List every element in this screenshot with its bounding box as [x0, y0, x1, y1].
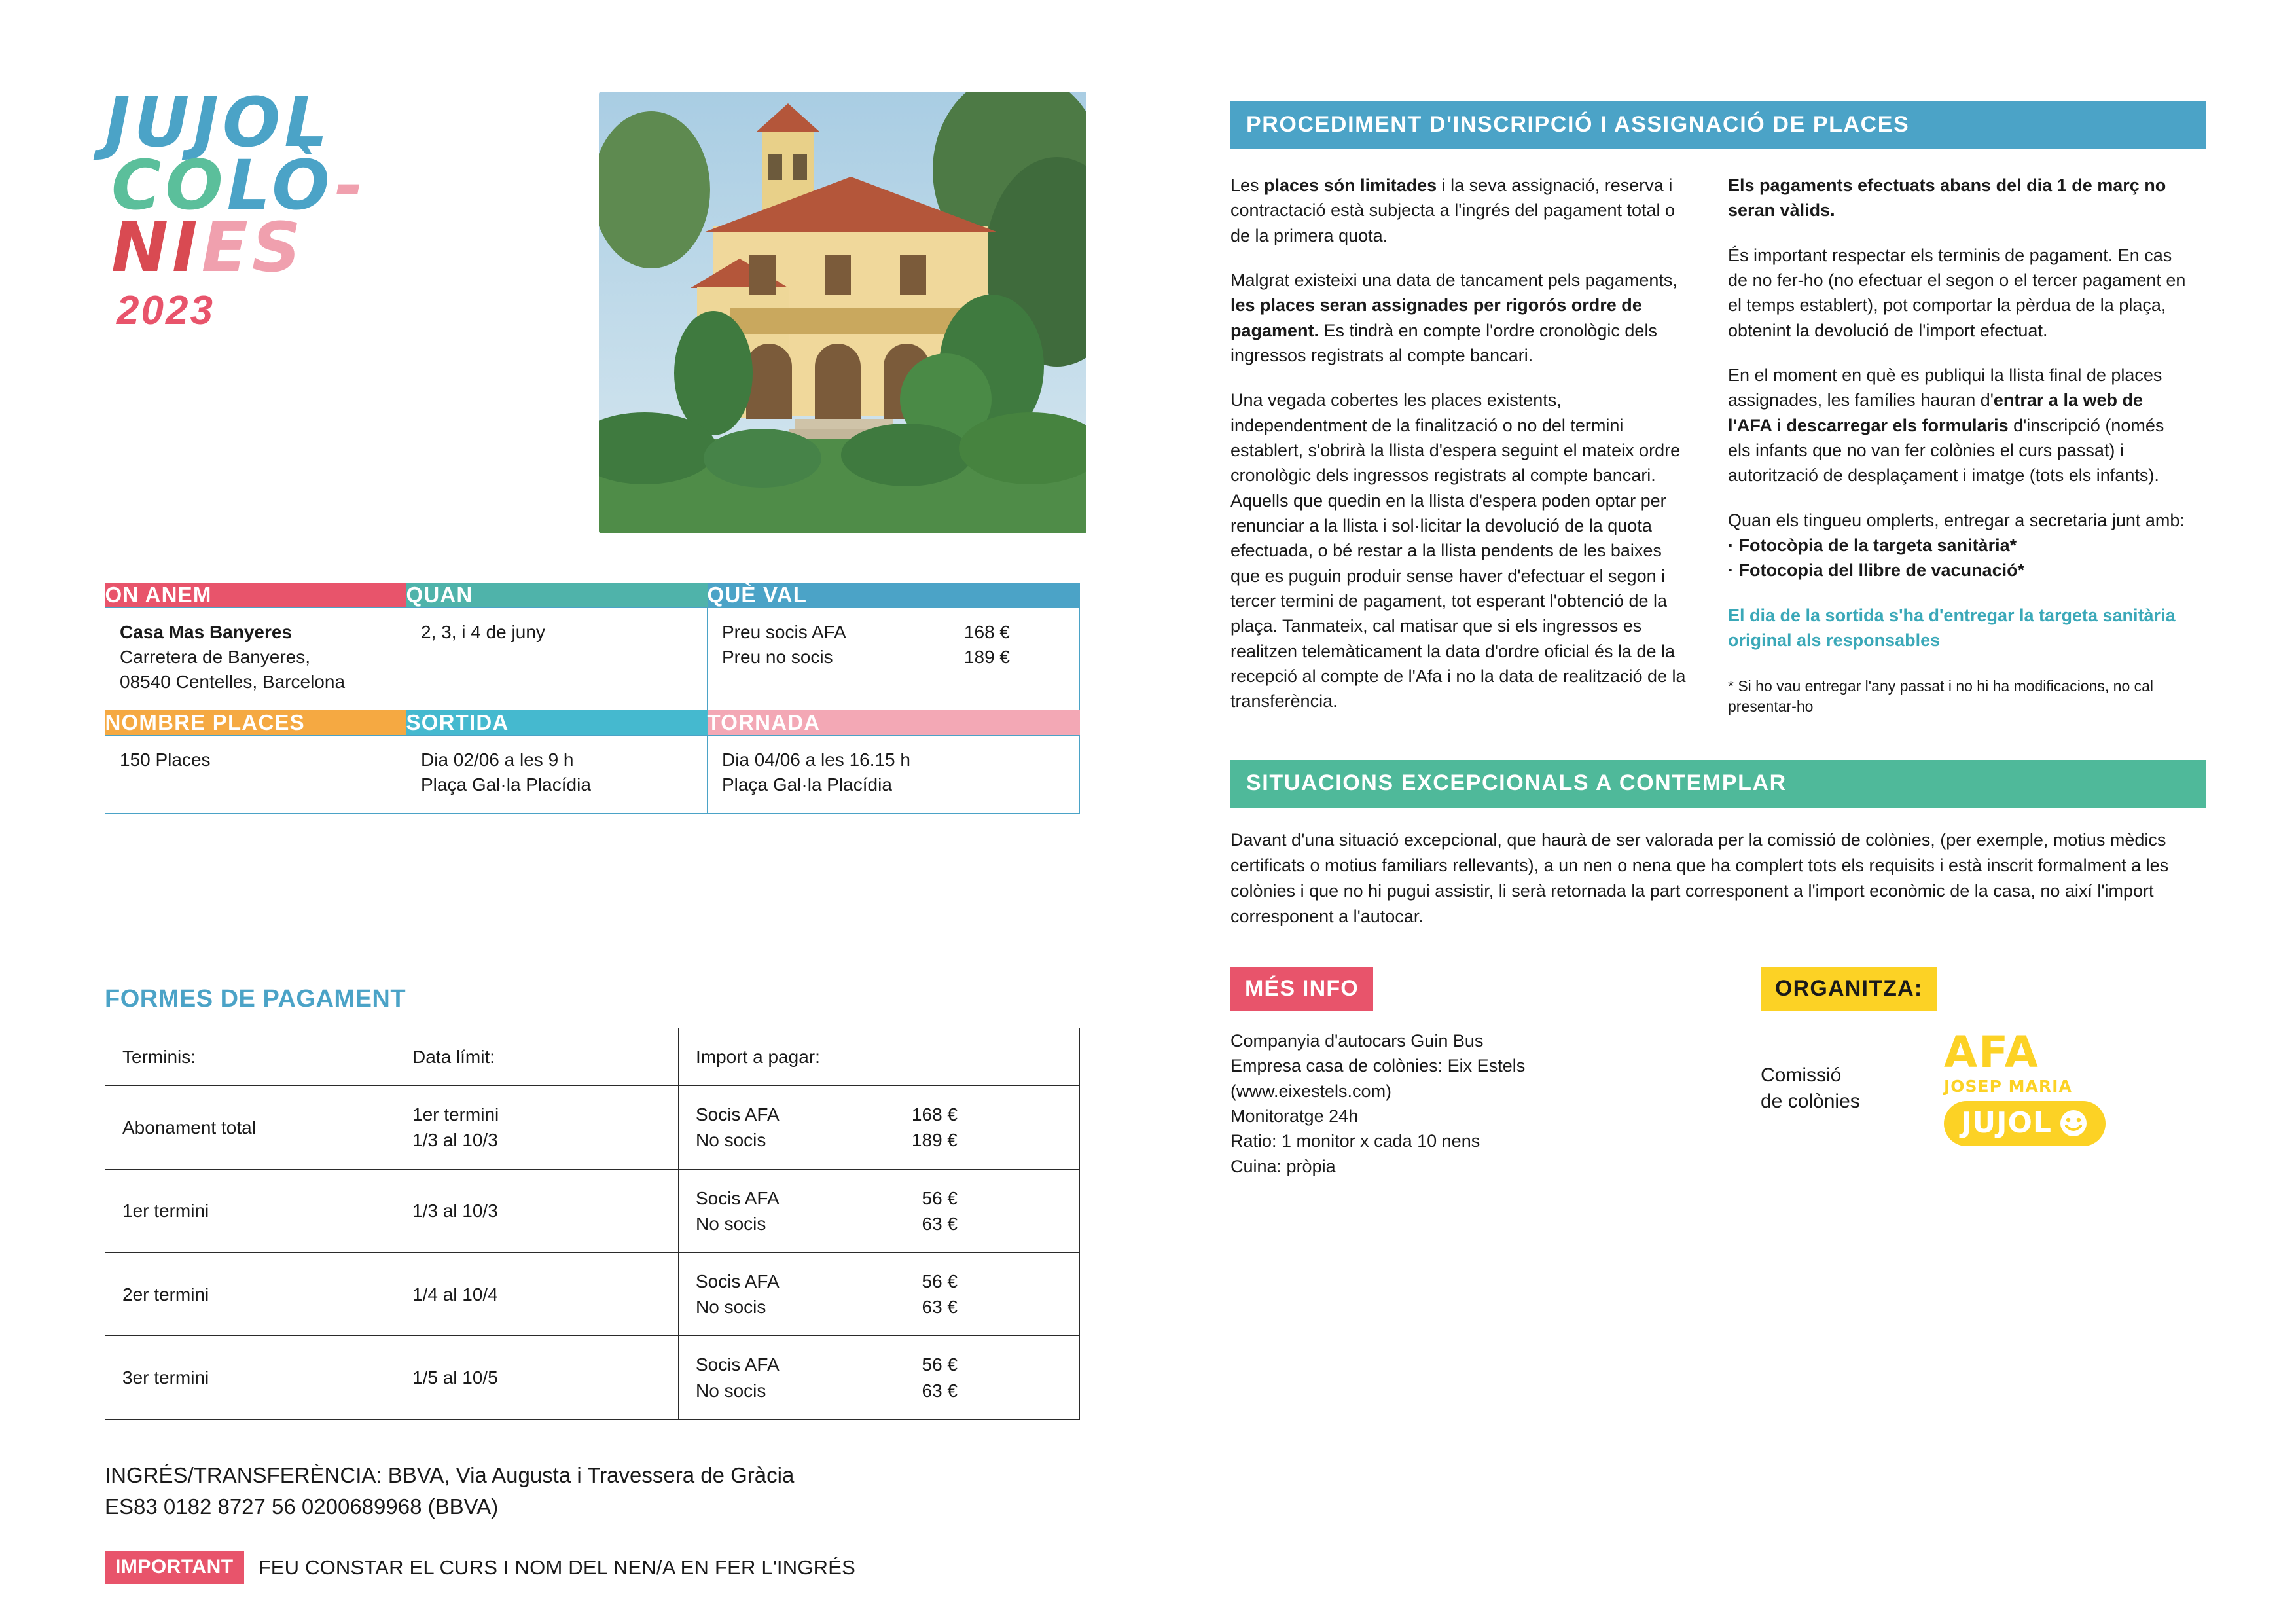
- proc-col1-p3: Una vegada cobertes les places existents, independentment de la finalització o no del termini establert, s'obrirà la llista d'espera seguint el mateix ordre cronològic dels ingressos registrats al compte bancari. Aquells que quedin en la llista d'espera poden optar per renunciar a la llista i sol·licitar la devolució de la quota efectuada, o bé restar a la llista pendents de les baixes que es puguin produir sense haver d'efectuar el segon i tercer termini de pagament, tot esperant l'obtenció de la plaça. Tanmateix, cal matisar que si els ingressos es realitzen telemàticament la data d'ordre oficial és la de la recepció al compte de l'Afa i no la data de realització de la transferència.: [1230, 390, 1686, 712]
- proc-col1-p1: [1230, 173, 1689, 248]
- payment-col-data-limit: Data límit:: [395, 1028, 679, 1086]
- info-table: [105, 583, 1080, 814]
- header-on-anem: ON ANEM: [105, 583, 406, 608]
- sortida-content: [406, 736, 707, 813]
- header-nombre-places: NOMBRE PLACES: [105, 710, 406, 736]
- afa-logo: [1944, 1027, 2106, 1146]
- payment-terminis-0: Abonament total: [105, 1086, 395, 1169]
- cell-on-anem: [105, 608, 406, 710]
- payment-import-1-socis: [696, 1185, 958, 1211]
- payment-import-0-socis-label: Socis AFA: [696, 1104, 780, 1125]
- header-quan: QUAN: [406, 583, 708, 608]
- afa-logo-pill: [1944, 1101, 2106, 1146]
- table-row: [105, 1086, 1080, 1169]
- proc-col2-p3: [1728, 363, 2186, 488]
- proc-col2-p3-b: entrar a la web de l'AFA i descarregar els formularis: [1728, 390, 2143, 435]
- right-column: [1230, 101, 2206, 1179]
- payment-import-2: [679, 1252, 1080, 1335]
- payment-import-3-no-socis-label: No socis: [696, 1380, 766, 1401]
- mes-info-line-2: (www.eixestels.com): [1230, 1081, 1392, 1101]
- proc-col1-p1-b: places són limitades: [1264, 175, 1437, 195]
- bank-line-2: ES83 0182 8727 56 0200689968 (BBVA): [105, 1494, 499, 1519]
- procediment-col-2: [1728, 173, 2186, 734]
- afa-logo-subtitle: JOSEP MARIA: [1944, 1077, 2072, 1096]
- payment-import-0-socis-amount: 168 €: [911, 1104, 958, 1125]
- tornada-content: [708, 736, 1079, 813]
- tornada-line-1: Dia 04/06 a les 16.15 h: [722, 749, 910, 770]
- payment-import-3-socis-amount: 56 €: [922, 1354, 958, 1375]
- payment-data-0-line2: 1/3 al 10/3: [412, 1130, 498, 1151]
- important-badge: IMPORTANT: [105, 1551, 244, 1584]
- on-anem-content: [105, 608, 406, 710]
- important-text: FEU CONSTAR EL CURS I NOM DEL NEN/A EN FER L'INGRÉS: [258, 1556, 855, 1579]
- organitza-text-line-2: de colònies: [1761, 1091, 1860, 1113]
- cell-sortida: [406, 736, 708, 814]
- proc-col2-footnote: * Si ho vau entregar l'any passat i no hi ha modificacions, no cal presentar-ho: [1728, 677, 2154, 715]
- payment-import-0-socis: [696, 1102, 958, 1127]
- header-que-val: QUÈ VAL: [708, 583, 1080, 608]
- situacions-text: Davant d'una situació excepcional, que haurà de ser valorada per la comissió de colònies, (per exemple, motius mèdics certificats o motius familiars rellevants), a un nen o nena que ha complert tots els requisits i està inscrit formalment a les colònies i que no hi pugui assistir, li serà retornada la part corresponent a l'import econòmic de la casa, no així l'import corresponent a l'autocar.: [1230, 829, 2169, 926]
- payment-import-2-socis: [696, 1269, 958, 1294]
- logo-dash: -: [334, 145, 367, 225]
- organitza-block: [1761, 967, 2179, 1179]
- table-row: [105, 1169, 1080, 1252]
- payment-import-2-no-socis-amount: 63 €: [922, 1297, 958, 1318]
- afa-logo-pill-text: JUJOL: [1961, 1106, 2052, 1140]
- important-notice: [105, 1551, 855, 1584]
- proc-col2-p1: [1728, 173, 2186, 223]
- mes-info-line-4: Ratio: 1 monitor x cada 10 nens: [1230, 1131, 1480, 1151]
- price-value-socis: 168 €: [963, 622, 1010, 642]
- payment-import-0: [679, 1086, 1080, 1169]
- situacions-section: [1230, 760, 2206, 930]
- payment-data-3: 1/5 al 10/5: [395, 1336, 679, 1419]
- mes-info-line-1: Empresa casa de colònies: Eix Estels: [1230, 1056, 1526, 1076]
- payment-import-1-no-socis: [696, 1211, 958, 1236]
- mes-info-block: [1230, 967, 1728, 1179]
- logo-line-3: [111, 208, 563, 288]
- price-label-socis: Preu socis AFA: [722, 622, 846, 642]
- payment-header-row: [105, 1028, 1080, 1086]
- logo-block: [105, 82, 563, 334]
- nombre-places-content: 150 Places: [120, 749, 211, 770]
- proc-col2-bullet-2: · Fotocopia del llibre de vacunació*: [1728, 560, 2025, 581]
- payment-import-3-no-socis-amount: 63 €: [922, 1380, 958, 1401]
- proc-col2-p4: [1728, 508, 2186, 583]
- casa-name: Casa Mas Banyeres: [120, 622, 293, 642]
- logo-line-1: JUJOL: [105, 82, 332, 162]
- casa-photo-illustration: [599, 92, 1086, 533]
- payment-import-1-no-socis-amount: 63 €: [922, 1213, 958, 1234]
- organitza-inner: [1761, 1027, 2179, 1146]
- info-table-row-2: [105, 736, 1080, 814]
- casa-address-2: 08540 Centelles, Barcelona: [120, 671, 346, 692]
- logo-lo: LÒ: [226, 145, 335, 225]
- proc-col2-bullet-1: · Fotocòpia de la targeta sanitària*: [1728, 535, 2017, 555]
- payment-import-1: [679, 1169, 1080, 1252]
- tornada-line-2: Plaça Gal·la Placídia: [722, 774, 892, 795]
- band-procediment: PROCEDIMENT D'INSCRIPCIÓ I ASSIGNACIÓ DE PLACES: [1230, 101, 2206, 149]
- payment-import-0-no-socis-amount: 189 €: [911, 1130, 958, 1151]
- proc-col1-p1-c: i la seva assignació, reserva i contractació està subjecta a l'ingrés del pagament total o de la primera quota.: [1230, 175, 1676, 245]
- payment-col-terminis: Terminis:: [105, 1028, 395, 1086]
- logo-year: 2023: [117, 288, 215, 334]
- info-table-row-1: [105, 608, 1080, 710]
- mes-info-line-3: Monitoratge 24h: [1230, 1106, 1359, 1127]
- logo-ni: NI: [111, 208, 202, 288]
- payment-import-1-no-socis-label: No socis: [696, 1213, 766, 1234]
- header-sortida: SORTIDA: [406, 710, 708, 736]
- table-row: [105, 1252, 1080, 1335]
- payment-data-2: 1/4 al 10/4: [395, 1252, 679, 1335]
- mes-info-line-5: Cuina: pròpia: [1230, 1156, 1336, 1176]
- procediment-col-1: [1230, 173, 1689, 734]
- payment-import-2-no-socis: [696, 1294, 958, 1320]
- payment-import-3: [679, 1336, 1080, 1419]
- payment-import-3-no-socis: [696, 1378, 958, 1403]
- payment-data-0-line1: 1er termini: [412, 1104, 499, 1125]
- sortida-line-1: Dia 02/06 a les 9 h: [421, 749, 574, 770]
- info-table-header-row-2: [105, 710, 1080, 736]
- payment-import-3-socis-label: Socis AFA: [696, 1354, 780, 1375]
- bank-transfer-info: [105, 1460, 794, 1523]
- proc-col1-p2: [1230, 268, 1689, 368]
- cell-tornada: [708, 736, 1080, 814]
- payment-import-2-socis-label: Socis AFA: [696, 1271, 780, 1291]
- price-row-no-socis: [722, 645, 1010, 670]
- proc-col2-p3-a: En el moment en què es publiqui la llista final de places assignades, les famílies hauran d': [1728, 365, 2162, 410]
- bank-line-1: INGRÉS/TRANSFERÈNCIA: BBVA, Via Augusta i Travessera de Gràcia: [105, 1463, 795, 1487]
- proc-col2-p2: És important respectar els terminis de pagament. En cas de no fer-ho (no efectuar el segon o el tercer pagament en el temps establert), pot comportar la pèrdua de la plaça, obtenint la devolució de l'import efectuat.: [1728, 245, 2186, 340]
- procediment-columns: [1230, 173, 2206, 734]
- mes-info-lines: [1230, 1028, 1728, 1179]
- payment-import-1-socis-amount: 56 €: [922, 1187, 958, 1208]
- payment-import-0-no-socis: [696, 1127, 958, 1153]
- payment-import-2-no-socis-label: No socis: [696, 1297, 766, 1318]
- proc-col1-p2-b: les places seran assignades per rigorós ordre de pagament.: [1230, 295, 1642, 340]
- price-label-no-socis: Preu no socis: [722, 646, 833, 667]
- payment-terminis-3: 3er termini: [105, 1336, 395, 1419]
- header-tornada: TORNADA: [708, 710, 1080, 736]
- sortida-line-2: Plaça Gal·la Placídia: [421, 774, 591, 795]
- proc-col2-p1-bold: Els pagaments efectuats abans del dia 1 de març no seran vàlids.: [1728, 175, 2166, 221]
- table-row: [105, 1336, 1080, 1419]
- proc-col2-p4-text: Quan els tingueu omplerts, entregar a secretaria junt amb:: [1728, 510, 2185, 530]
- payment-import-0-no-socis-label: No socis: [696, 1130, 766, 1151]
- band-situacions: SITUACIONS EXCEPCIONALS A CONTEMPLAR: [1230, 760, 2206, 808]
- cell-que-val: [708, 608, 1080, 710]
- organitza-text-line-1: Comissió: [1761, 1064, 1842, 1086]
- proc-col1-p2-a: Malgrat existeixi una data de tancament pels pagaments,: [1230, 270, 1677, 290]
- price-value-no-socis: 189 €: [963, 646, 1010, 667]
- smiley-icon: [2058, 1110, 2089, 1137]
- payment-table: [105, 1028, 1080, 1420]
- organitza-text: [1761, 1062, 1937, 1115]
- payment-import-3-socis: [696, 1352, 958, 1377]
- bottom-row: [1230, 967, 2206, 1179]
- que-val-content: [708, 608, 1079, 685]
- proc-col2-teal-note: El dia de la sortida s'ha d'entregar la targeta sanitària original als responsables: [1728, 605, 2176, 650]
- proc-col1-p2-c: Es tindrà en compte l'ordre cronològic dels ingressos registrats al compte bancari.: [1230, 320, 1657, 365]
- logo-co: CO: [111, 145, 227, 225]
- price-row-socis: [722, 620, 1010, 645]
- payment-data-0: [395, 1086, 679, 1169]
- proc-col1-p1-a: Les: [1230, 175, 1265, 195]
- payment-import-2-socis-amount: 56 €: [922, 1271, 958, 1291]
- cell-quan: [406, 608, 708, 710]
- mes-info-title: MÉS INFO: [1230, 967, 1373, 1011]
- casa-address-1: Carretera de Banyeres,: [120, 646, 311, 667]
- payment-data-1: 1/3 al 10/3: [395, 1169, 679, 1252]
- payment-terminis-1: 1er termini: [105, 1169, 395, 1252]
- proc-col2-p3-c: d'inscripció (només els infants que no van fer colònies el curs passat) i autorització de desplaçament i imatge (tots els infants).: [1728, 415, 2164, 486]
- payment-col-import: Import a pagar:: [679, 1028, 1080, 1086]
- mes-info-line-0: Companyia d'autocars Guin Bus: [1230, 1031, 1484, 1051]
- organitza-title: ORGANITZA:: [1761, 967, 1937, 1011]
- info-table-header-row-1: [105, 583, 1080, 608]
- payment-section-title: FORMES DE PAGAMENT: [105, 985, 406, 1013]
- casa-photo: [599, 92, 1086, 533]
- payment-terminis-2: 2er termini: [105, 1252, 395, 1335]
- cell-nombre-places: [105, 736, 406, 814]
- afa-logo-word: AFA: [1944, 1027, 2039, 1078]
- quan-content: 2, 3, i 4 de juny: [421, 622, 545, 642]
- logo-es: ES: [201, 208, 305, 288]
- payment-import-1-socis-label: Socis AFA: [696, 1187, 780, 1208]
